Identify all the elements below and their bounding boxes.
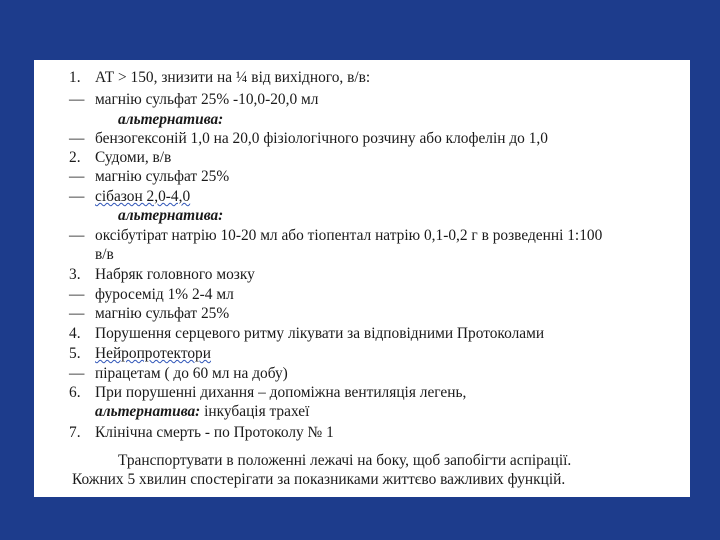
dash-marker: — xyxy=(69,91,85,108)
dash-marker: — xyxy=(69,286,85,303)
item-text: Клінічна смерть - по Протоколу № 1 xyxy=(95,424,334,441)
item-marker: 4. xyxy=(69,325,81,342)
item-marker: 5. xyxy=(69,345,81,362)
item-marker: 7. xyxy=(69,424,81,441)
dash-marker: — xyxy=(69,305,85,322)
protocol-slide xyxy=(34,60,690,497)
monitoring-instruction: Кожних 5 хвилин спостерігати за показниками життєво важливих функцій. xyxy=(72,471,566,488)
item-text: магнію сульфат 25% -10,0-20,0 мл xyxy=(95,91,319,108)
item-text: Порушення серцевого ритму лікувати за відповідними Протоколами xyxy=(95,325,545,342)
item-text: в/в xyxy=(95,246,114,263)
item-marker: 3. xyxy=(69,266,81,283)
alternative-text: альтернатива: xyxy=(118,207,224,224)
item-text: Судоми, в/в xyxy=(95,149,172,166)
dash-marker: — xyxy=(69,168,85,185)
item-text: пірацетам ( до 60 мл на добу) xyxy=(95,365,288,382)
dash-marker: — xyxy=(69,365,85,382)
item-text: магнію сульфат 25% xyxy=(95,168,230,185)
item-text: фуросемід 1% 2-4 мл xyxy=(95,286,234,303)
item-text: сібазон 2,0-4,0 xyxy=(95,188,191,205)
item-text: магнію сульфат 25% xyxy=(95,305,230,322)
item-text: інкубація трахеї xyxy=(200,403,310,420)
item-marker: 2. xyxy=(69,149,81,166)
item-text: Набряк головного мозку xyxy=(95,266,255,283)
alternative-text: альтернатива: xyxy=(95,403,201,420)
dash-marker: — xyxy=(69,227,85,244)
dash-marker: — xyxy=(69,188,85,205)
dash-marker: — xyxy=(69,130,85,147)
item-marker: 6. xyxy=(69,384,81,401)
item-text: Нейропротектори xyxy=(95,345,211,362)
item-text: оксібутірат натрію 10-20 мл або тіопентал натрію 0,1-0,2 г в розведенні 1:100 xyxy=(95,227,603,244)
transport-instruction: Транспортувати в положенні лежачі на боку, щоб запобігти аспірації. xyxy=(118,452,572,469)
item-marker: 1. xyxy=(69,69,81,86)
item-text: бензогексоній 1,0 на 20,0 фізіологічного розчину або клофелін до 1,0 xyxy=(95,130,548,147)
alternative-line xyxy=(95,403,309,421)
alternative-text: альтернатива: xyxy=(118,111,224,128)
item-text: При порушенні дихання – допоміжна вентиляція легень, xyxy=(95,384,467,401)
item-text: АТ > 150, знизити на ¼ від вихідного, в/в: xyxy=(95,69,371,86)
